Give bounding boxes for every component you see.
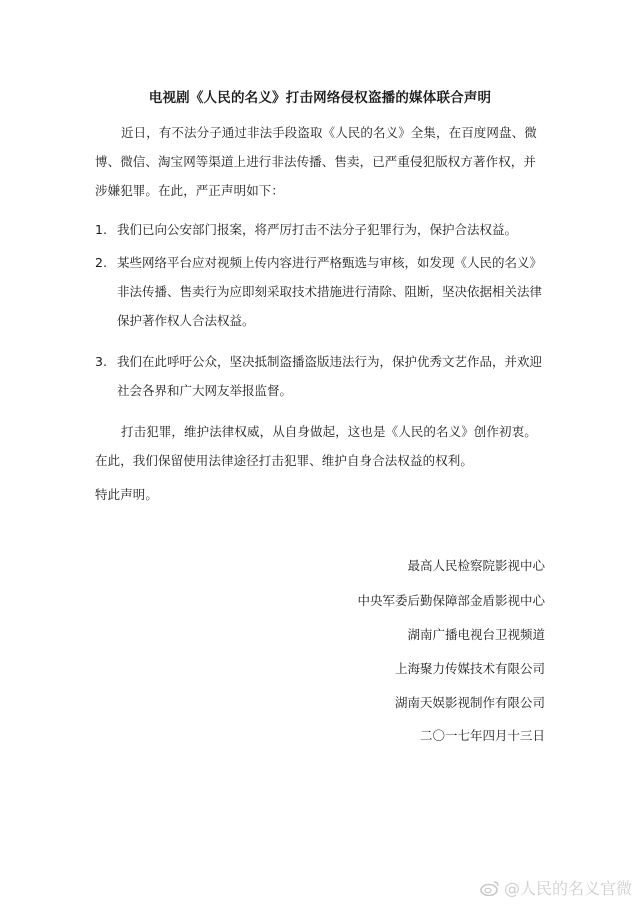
weibo-icon xyxy=(480,880,500,896)
list-item-text: 某些网络平台应对视频上传内容进行严格甄选与审核，如发现《人民的名义》非法传播、售卖行为应即刻采取技术措施进行清除、阻断，坚决依据相关法律保护著作权人合法权益。 xyxy=(117,255,543,328)
signatory: 中央军委后勤保障部金盾影视中心 xyxy=(357,593,545,608)
list-item xyxy=(95,248,547,335)
intro-paragraph: 近日，有不法分子通过非法手段盗取《人民的名义》全集，在百度网盘、微博、微信、淘宝网等渠道上进行非法传播、售卖，已严重侵犯版权方著作权，并涉嫌犯罪。在此，严正声明如下： xyxy=(95,125,537,198)
signatory: 上海聚力传媒技术有限公司 xyxy=(394,661,545,676)
watermark-text: @人民的名义官微 xyxy=(503,879,632,898)
list-item-text: 我们已向公安部门报案，将严厉打击不法分子犯罪行为，保护合法权益。 xyxy=(117,222,518,237)
list-item-number: 2. xyxy=(95,255,107,270)
document-title: 电视剧《人民的名义》打击网络侵权盗播的媒体联合声明 xyxy=(148,90,492,106)
signatory: 湖南天娱影视制作有限公司 xyxy=(394,695,545,710)
list-item-number: 3. xyxy=(95,354,107,369)
signatory: 最高人民检察院影视中心 xyxy=(407,558,545,573)
signatory: 湖南广播电视台卫视频道 xyxy=(407,627,545,642)
list-item-text: 我们在此呼吁公众，坚决抵制盗播盗版违法行为，保护优秀文艺作品，并欢迎社会各界和广大网友举报监督。 xyxy=(117,354,543,398)
list-item xyxy=(95,215,547,244)
list-item-number: 1. xyxy=(95,222,107,237)
declaration-text: 特此声明。 xyxy=(95,487,159,502)
closing-paragraph: 打击犯罪，维护法律权威，从自身做起，这也是《人民的名义》创作初衷。在此，我们保留使用法律途径打击犯罪、维护自身合法权益的权利。 xyxy=(95,424,537,468)
weibo-watermark xyxy=(480,876,632,899)
list-item xyxy=(95,347,547,405)
statement-date: 二〇一七年四月十三日 xyxy=(419,728,545,743)
